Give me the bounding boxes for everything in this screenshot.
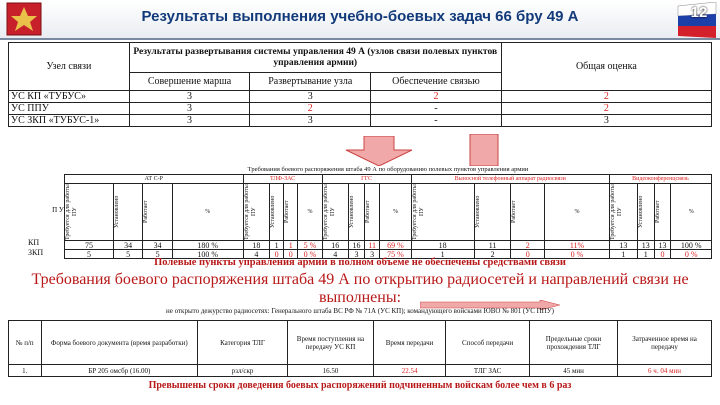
- group-at-sr: АТ С-Р: [65, 175, 244, 184]
- table-row: 1. БР 205 омсбр (16.00) рзл/скр 16.50 22.54 ТЛГ ЗАС 45 мин 6 ч. 04 мин: [9, 365, 712, 377]
- row-label-kp: КП: [28, 238, 40, 247]
- sub-deploy-header: Развертывание узла: [250, 73, 371, 91]
- page-title: Результаты выполнения учебно-боевых задач 66 бру 49 А: [141, 8, 579, 25]
- col-node-header: Узел связи: [9, 43, 130, 91]
- row-label-zkp: ЗКП: [28, 248, 44, 257]
- sub-march-header: Совершение марша: [129, 73, 250, 91]
- down-arrow-icon: [344, 136, 414, 166]
- equipment-warning-banner: Полевые пункты управления армии в полном объеме не обеспечены средствами связи: [154, 257, 566, 268]
- transfer-delay-banner: Превышены сроки доведения боевых распоряжений подчиненным войскам более чем в 6 раз: [148, 380, 572, 391]
- group-tlf-zas: ТЛФ-ЗАС: [243, 175, 322, 184]
- table-row: 5 5 5 100 % 4 0 0 0 % 4 3 3 75 % 1 2 0 0 % 1 1 0 0 %: [65, 250, 712, 259]
- message-transfer-table: № п/п Форма боевого документа (время разработки) Категория ТЛГ Время поступления на передачу УС КП Время передачи Способ передачи Предельные сроки прохождения ТЛГ Затраченное время на передачу 1. БР 205 омсбр (16.00) рзл/скр 16.50 22.54 ТЛГ ЗАС 45 мин 6 ч. 04 мин: [8, 320, 712, 377]
- table-row: 75 34 34 180 % 18 1 1 5 % 16 16 11 69 % 18 11 2 11% 13 13 13 100 %: [65, 241, 712, 250]
- army-emblem-icon: [6, 2, 42, 36]
- requirement-text: Требования боевого распоряжения штаба 49 А по открытию радиосетей и направлений связи не выполнены:: [31, 271, 689, 306]
- table-row: УС ЗКП «ТУБУС-1» 3 3 - 3: [9, 115, 712, 127]
- table-row: УС КП «ТУБУС» 3 3 2 2: [9, 91, 712, 103]
- down-arrow-icon: [464, 134, 504, 166]
- group-remote-phone: Выносной телефонный аппарат радиосвязи: [411, 175, 609, 184]
- page-number: 12: [690, 4, 708, 21]
- equipment-table: АТ С-Р ТЛФ-ЗАС ГГС Выносной телефонный аппарат радиосвязи Видеоконференцсвязь Требуется для работы ПУ Установлено Работает % Требуется для работы ПУ Установлено Работает % Требуется для работы ПУ Установлено Работает % Требуется для работы ПУ Установлено Работает % Требуется для работы ПУ Установлено Работает % 75 34 34 180 % 18 1 1 5 % 16 16 11 69 % 18 11 2 11% 13 13 13 100 % 5 5 5 100 % 4 0 0 0 % 4 3 3 75 % 1 2 0 0 % 1 1 0 0 %: [64, 174, 712, 259]
- pu-label: П У: [52, 206, 64, 214]
- equipment-table-wrap: [64, 174, 712, 259]
- table-row: УС ППУ 3 2 - 2: [9, 103, 712, 115]
- sub-support-header: Обеспечение связью: [371, 73, 502, 91]
- group-videoconf: Видеоконференцсвязь: [609, 175, 711, 184]
- deployment-results-table: [8, 42, 712, 127]
- radio-network-note: не открыто дежурство радиосетях: Генерального штаба ВС РФ № 71А (УС КП); командующего войсками ЮВО № 801 (УС ППУ): [165, 307, 555, 315]
- table2-title: Требования боевого распоряжения штаба 49 А по оборудованию полевых пунктов управления армии: [247, 166, 529, 173]
- group-title: Результаты развертывания системы управления 49 А (узлов связи полевых пунктов управления армии): [129, 43, 501, 73]
- col-total-header: Общая оценка: [501, 43, 711, 91]
- group-ggs: ГГС: [322, 175, 411, 184]
